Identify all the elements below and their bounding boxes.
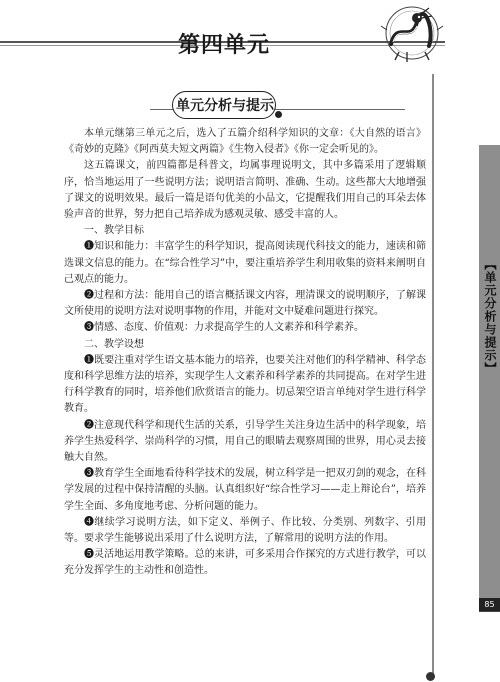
goal-item-3: ❸情感、态度、价值观：力求提高学生的人文素养和科学素养。 — [84, 322, 364, 334]
dragon-emblem-icon — [377, 0, 447, 70]
unit-title: 第四单元 — [178, 33, 271, 58]
vertical-rule-end-dot — [426, 672, 435, 681]
plan-item-4: ❹继续学习说明方法，如下定义、举例子、作比较、分类别、列数字、引用等。要求学生能够说出采用了什么说明方法，了解常用的说明方法的作用。 — [64, 516, 426, 545]
paragraph-intro: 本单元继第三单元之后，选入了五篇介绍科学知识的文章：《大自然的语言》《奇妙的克隆》《阿西莫夫短文两篇》《生物入侵者》《你一定会听见的》。 — [64, 128, 426, 156]
paragraph-overview: 这五篇课文，前四篇都是科普文，均属事理说明文，其中多篇采用了逻辑顺序，恰当地运用了一些说明方法；说明语言简明、准确、生动。这些都大大地增强了课文的说明效果。最后一篇是语句优美的小品文，它提醒我们用自己的耳朵去体验声音的世界，努力把自己培养成为感观灵敏、感受丰富的人。 — [64, 160, 426, 221]
body-text — [64, 126, 426, 580]
page-number: 85 — [479, 598, 500, 611]
section-title: 单元分析与提示 — [176, 98, 274, 114]
heading-teaching-plan: 二、教学设想 — [84, 338, 144, 350]
section-title-dot — [275, 111, 282, 118]
goal-item-2: ❷过程和方法：能用自己的语言概括课文内容，理清课文的说明顺序，了解课文所使用的说明方法对说明事物的作用，并能对文中疑难问题进行探究。 — [64, 290, 426, 318]
plan-item-2: ❷注意现代科学和现代生活的关系，引导学生关注身边生活中的科学现象，培养学生热爱科学、崇尚科学的习惯，用自己的眼睛去观察周围的世界，用心灵去接触大自然。 — [64, 419, 426, 464]
plan-item-1: ❶既要注重对学生语文基本能力的培养，也要关注对他们的科学精神、科学态度和科学思维方法的培养，实现学生人文素养和科学素养的共同提高。在对学生进行科学教育的同时，培养他们欣赏语言的能力。切忌架空语言单纯对学生进行科学教育。 — [64, 354, 426, 415]
vertical-rule — [432, 74, 434, 674]
plan-item-5: ❺灵活地运用教学策略。总的来讲，可多采用合作探究的方式进行教学，可以充分发挥学生的主动性和创造性。 — [64, 549, 426, 577]
side-tab-label: 【单元分析与提示】 — [483, 258, 497, 375]
heading-teaching-goals: 一、教学目标 — [84, 225, 144, 237]
page-number-rule — [479, 611, 500, 612]
goal-item-1: ❶知识和能力：丰富学生的科学知识，提高阅读现代科技文的能力，速读和筛选课文信息的能力。在“综合性学习”中，要注重培养学生利用收集的资料来阐明自己观点的能力。 — [64, 241, 426, 285]
plan-item-3: ❸教育学生全面地看待科学技术的发展，树立科学是一把双刃剑的观念，在科学发展的过程中保持清醒的头脑。认真组织好“综合性学习——走上辩论台”，培养学生全面、多角度地考虑、分析问题的能力。 — [64, 468, 426, 512]
